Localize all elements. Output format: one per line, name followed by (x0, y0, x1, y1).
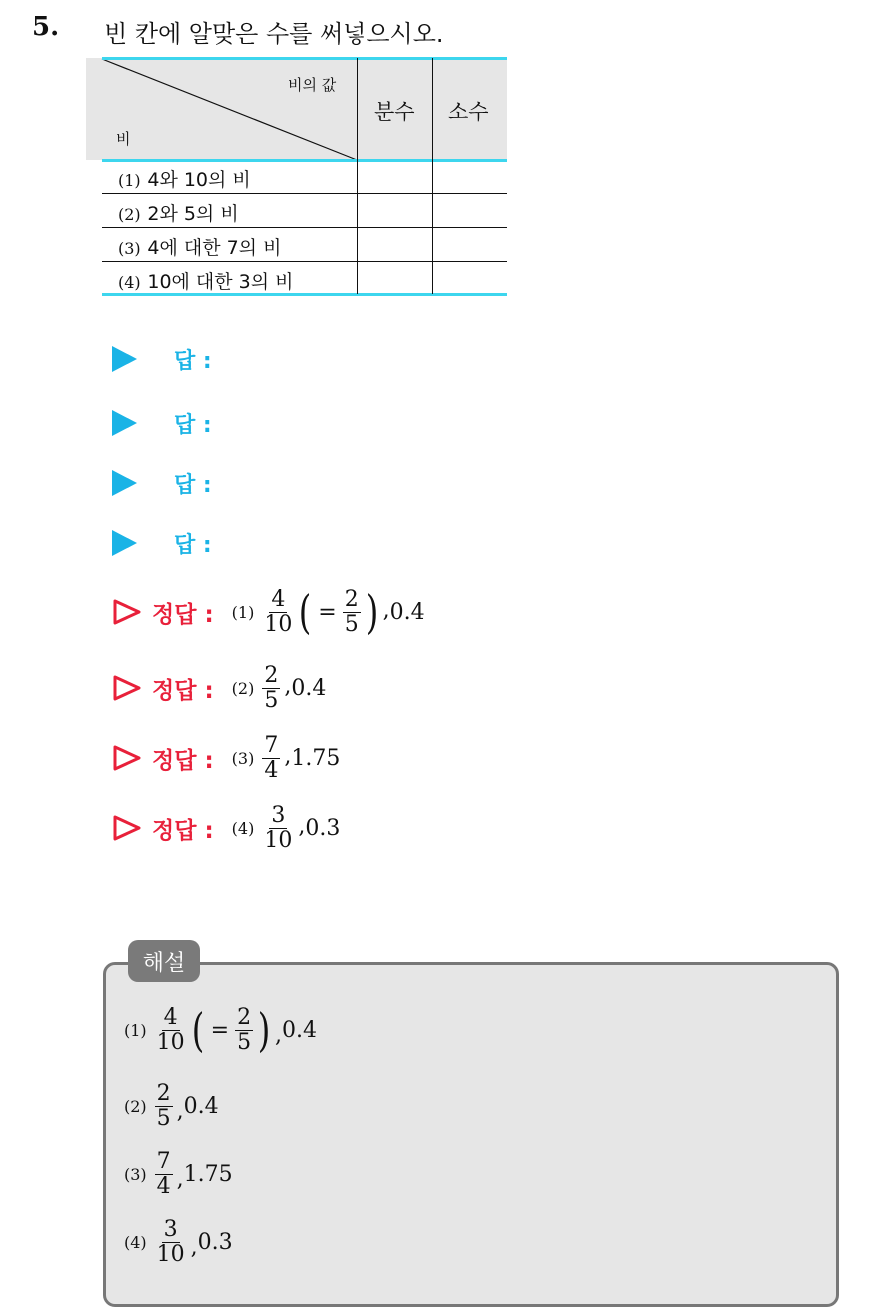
solution-math-2: (2) $\frac{2}{5}$ , 0.4 (231, 662, 327, 713)
row-divider (102, 193, 507, 194)
play-triangle-icon (112, 530, 138, 556)
table-top-border (102, 57, 507, 60)
header-fraction: 분수 (374, 100, 415, 124)
outline-triangle-icon (112, 674, 142, 702)
solution-label: 정답 : (152, 747, 214, 774)
solution-math-1: (1) $\frac{4}{10}$ ( = $\frac{2}{5}$ ) , 0.4 (231, 585, 425, 639)
solution-math-4: (4) $\frac{3}{10}$ , 0.3 (231, 802, 341, 853)
explanation-tag: 해설 (128, 940, 200, 982)
solution-label: 정답 : (152, 677, 214, 704)
outline-triangle-icon (112, 598, 142, 626)
row-label-1: (1) 4와 10의 비 (118, 169, 251, 191)
ratio-table (86, 58, 508, 298)
solution-label: 정답 : (152, 601, 214, 628)
question-text: 빈 칸에 알맞은 수를 써넣으시오. (104, 20, 444, 48)
play-triangle-icon (112, 410, 138, 436)
explanation-line-2: (2) $\frac{2}{5}$ , 0.4 (124, 1080, 219, 1131)
question-number: 5. (32, 12, 60, 42)
header-diag-bottom: 비 (116, 130, 131, 148)
row-label-3: (3) 4에 대한 7의 비 (118, 237, 282, 259)
solution-line-2 (112, 656, 326, 720)
answer-label: 답 : (174, 349, 212, 374)
answer-label: 답 : (174, 413, 212, 438)
row-label-2: (2) 2와 5의 비 (118, 203, 239, 225)
outline-triangle-icon (112, 814, 142, 842)
answer-label: 답 : (174, 473, 212, 498)
column-divider (432, 58, 433, 294)
solution-math-3: (3) $\frac{7}{4}$ , 1.75 (231, 732, 341, 783)
solution-line-3 (112, 726, 340, 790)
solution-line-4 (112, 796, 340, 860)
table-header-border (102, 159, 507, 162)
play-triangle-icon (112, 470, 138, 496)
play-triangle-icon (112, 346, 138, 372)
explanation-line-1: (1) $\frac{4}{10}$ ( = $\frac{2}{5}$ ) , 0.4 (124, 1003, 318, 1057)
header-diag-top: 비의 값 (288, 76, 337, 94)
solution-line-1 (112, 580, 425, 644)
column-divider (357, 58, 358, 294)
explanation-line-4: (4) $\frac{3}{10}$ , 0.3 (124, 1216, 233, 1267)
answer-label: 답 : (174, 533, 212, 558)
explanation-line-3: (3) $\frac{7}{4}$ , 1.75 (124, 1148, 233, 1199)
row-divider (102, 261, 507, 262)
header-decimal: 소수 (448, 100, 489, 124)
solution-label: 정답 : (152, 817, 214, 844)
row-divider (102, 227, 507, 228)
row-label-4: (4) 10에 대한 3의 비 (118, 271, 294, 293)
outline-triangle-icon (112, 744, 142, 772)
